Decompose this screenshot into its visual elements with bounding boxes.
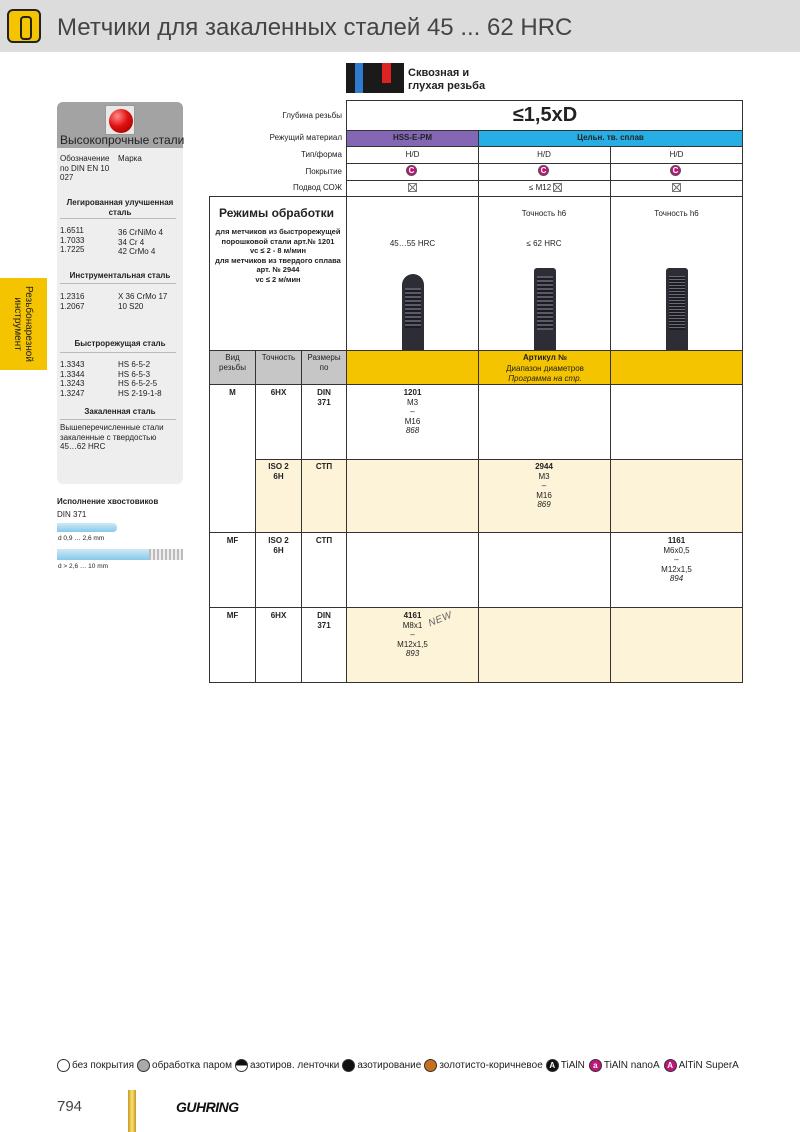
gold-brown-icon — [424, 1059, 437, 1072]
tolerance-cell: ISO 2 6H — [268, 462, 289, 481]
through-blind-thread-icon — [346, 63, 404, 93]
shank-large-label: d > 2,6 … 10 mm — [58, 563, 109, 570]
group-codes: 1.3343 1.3344 1.3243 1.3247 — [60, 360, 85, 398]
no-coolant-icon — [672, 183, 681, 192]
coating-icon: C — [406, 165, 417, 176]
accuracy-label: Точность h6 — [521, 209, 567, 218]
shank-small-image — [57, 523, 117, 532]
group-heading: Инструментальная сталь — [69, 271, 171, 280]
form-cell: H/D — [537, 150, 551, 159]
shank-din: DIN 371 — [57, 510, 87, 519]
shank-title: Исполнение хвостовиков — [57, 497, 159, 506]
steam-icon — [137, 1059, 150, 1072]
row-label-material: Режущий материал — [269, 133, 342, 142]
group-grades: X 36 CrMo 17 10 S20 — [118, 292, 168, 311]
group-heading: Быстрорежущая сталь — [74, 339, 166, 348]
tolerance-cell: 6HX — [270, 388, 287, 397]
nitrided-lands-icon — [235, 1059, 248, 1072]
section-tab-label: Резьбонарезной инструмент — [12, 286, 34, 362]
legend-label: TiAlN nanoA — [603, 1059, 660, 1071]
material-card-header — [57, 102, 183, 148]
legend-label: азотиров. ленточки — [250, 1059, 340, 1071]
shank-small-label: d 0,9 … 2,6 mm — [58, 535, 105, 542]
page-title: Метчики для закаленных сталей 45 ... 62 HRC — [57, 14, 573, 41]
article-cell[interactable]: 1161 M6x0,5 – M12x1,5 894 — [661, 536, 692, 583]
material-card — [57, 102, 183, 484]
group-codes: 1.6511 1.7033 1.7225 — [60, 226, 85, 254]
article-header: Артикул № Диапазон диаметров Программа на стр. — [506, 353, 584, 383]
accuracy-label: Точность h6 — [654, 209, 699, 218]
hardness-label: 45…55 HRC — [389, 239, 436, 248]
thread-type-cell: MF — [226, 536, 239, 545]
form-cell: H/D — [405, 150, 420, 159]
group-text: Вышеперечисленные стали закаленные с твердостью 45…62 HRC — [60, 423, 164, 451]
coating-icon: C — [538, 165, 549, 176]
thread-type-label: Сквозная и глухая резьба — [408, 67, 486, 92]
thread-type-cell: M — [229, 388, 236, 397]
group-grades: 36 CrNiMo 4 34 Cr 4 42 CrMo 4 — [118, 228, 163, 256]
col-header-size: Размеры по — [307, 353, 341, 372]
article-cell[interactable]: 2944 M3 – M16 869 — [535, 462, 553, 509]
hardness-label: ≤ 62 HRC — [526, 239, 562, 248]
article-cell[interactable]: 4161 M8x1 – M12x1,5 893 — [397, 611, 428, 658]
thread-type-cell: MF — [226, 611, 239, 620]
grade-header: Марка — [118, 154, 142, 163]
coolant-limit: ≤ M12 — [529, 183, 552, 192]
tap-image-1201 — [402, 274, 424, 350]
row-label-coating: Покрытие — [305, 167, 342, 176]
group-codes: 1.2316 1.2067 — [60, 292, 85, 311]
material-hss-label: HSS-E-PM — [392, 133, 433, 142]
row-label-form: Тип/форма — [301, 150, 342, 159]
legend-label: золотисто-коричневое — [439, 1059, 543, 1071]
modes-notes: для метчиков из быстрорежущей порошковой стали арт.№ 1201 vc ≤ 2 - 8 м/мин для метчиков из твердого сплава арт. № 2944 vc ≤ 2 м/мин — [215, 227, 341, 284]
material-title: Высокопрочные стали — [60, 133, 185, 147]
group-heading: Закаленная сталь — [84, 407, 156, 416]
tolerance-cell: ISO 2 6H — [268, 536, 289, 555]
legend-label: обработка паром — [152, 1059, 232, 1071]
legend-label: TiAlN — [560, 1059, 585, 1071]
group-heading: Легированная улучшенная сталь — [66, 198, 174, 217]
designation-header: Обозначение по DIN EN 10 027 — [60, 154, 110, 182]
tap-image-2944 — [534, 268, 556, 350]
altin-supera-icon: A — [664, 1059, 677, 1072]
col-header-type: Вид резьбы — [219, 353, 246, 372]
legend-label: AlTiN SuperA — [678, 1059, 739, 1071]
thread-depth-value: ≤1,5xD — [512, 104, 578, 126]
size-std-cell: DIN 371 — [317, 611, 331, 630]
tialn-nano-icon: a — [589, 1059, 602, 1072]
new-badge: NEW — [426, 609, 454, 630]
material-ball-icon — [105, 105, 135, 135]
tap-image-1161 — [666, 268, 688, 350]
tolerance-cell: 6HX — [270, 611, 287, 620]
shank-large-image — [57, 549, 151, 560]
tialn-icon: A — [546, 1059, 559, 1072]
footer-accent-bar — [128, 1090, 136, 1132]
legend — [57, 1058, 739, 1072]
col-header-tolerance: Точность — [261, 353, 296, 362]
material-carbide-label: Цельн. тв. сплав — [577, 133, 644, 142]
size-std-cell: СТП — [315, 462, 333, 471]
brand-logo: GUHRING — [176, 1099, 239, 1115]
article-cell[interactable]: 1201 M3 – M16 868 — [403, 388, 422, 435]
no-coating-icon — [57, 1059, 70, 1072]
legend-label: азотирование — [357, 1059, 422, 1071]
size-std-cell: СТП — [315, 536, 333, 545]
shank-thread-image — [149, 549, 183, 560]
section-tab[interactable] — [0, 278, 47, 370]
form-cell: H/D — [669, 150, 684, 159]
coating-icon: C — [670, 165, 681, 176]
size-std-cell: DIN 371 — [317, 388, 331, 407]
legend-label: без покрытия — [72, 1059, 135, 1071]
no-coolant-icon — [553, 183, 562, 192]
nitrided-icon — [342, 1059, 355, 1072]
modes-title: Режимы обработки — [219, 206, 335, 220]
row-label-coolant: Подвод СОЖ — [292, 183, 342, 192]
tap-icon — [7, 9, 41, 43]
row-label-depth: Глубина резьбы — [282, 111, 342, 120]
group-grades: HS 6-5-2 HS 6-5-3 HS 6-5-2-5 HS 2-19-1-8 — [118, 360, 162, 398]
page-number: 794 — [57, 1098, 83, 1115]
no-coolant-icon — [408, 183, 417, 192]
